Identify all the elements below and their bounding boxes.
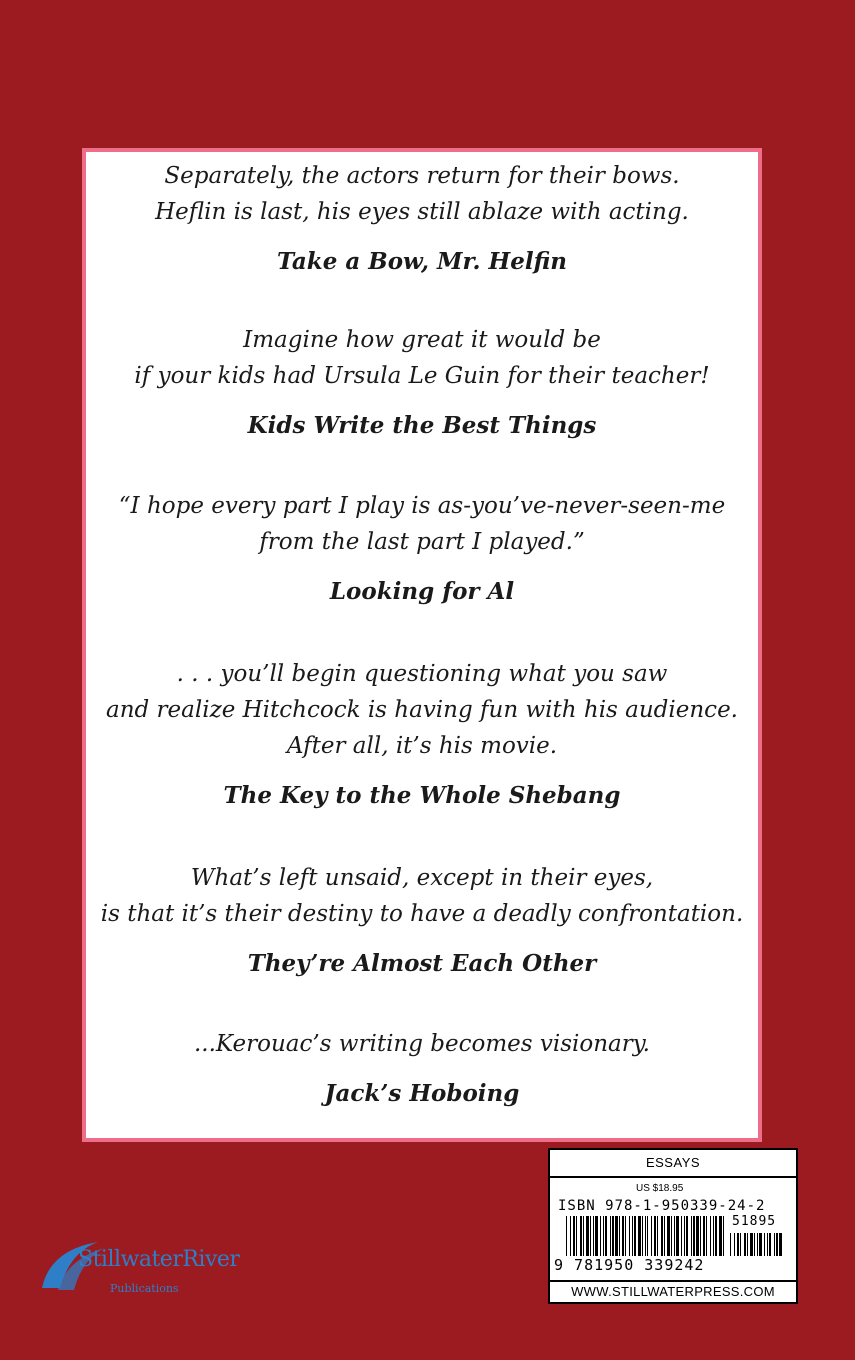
barcode-bar — [595, 1216, 598, 1256]
barcode-bar — [586, 1216, 589, 1256]
barcode-bar — [629, 1216, 630, 1256]
barcode-bar — [593, 1216, 594, 1256]
blurb-title: The Key to the Whole Shebang — [223, 782, 621, 809]
barcode-bar — [737, 1233, 739, 1256]
barcode-bar — [774, 1233, 775, 1256]
isbn-label: ISBN 978-1-950339-24-2 — [558, 1198, 766, 1214]
barcode-bar — [703, 1216, 705, 1256]
barcode-bar — [625, 1216, 626, 1256]
barcode-bar — [605, 1216, 607, 1256]
barcode-bar — [661, 1216, 663, 1256]
barcode-bar — [691, 1216, 692, 1256]
barcode-bar — [764, 1233, 765, 1256]
barcode-bar — [676, 1216, 679, 1256]
blurb-quote-line: Imagine how great it would be — [243, 327, 601, 353]
barcode-bar — [664, 1216, 665, 1256]
barcode-bar — [759, 1233, 762, 1256]
blurb-quote-line: if your kids had Ursula Le Guin for their teacher! — [134, 363, 710, 389]
blurb-title: Looking for Al — [329, 578, 515, 605]
blurb-5 — [86, 860, 758, 982]
blurb-6 — [86, 1026, 758, 1112]
genre-label: ESSAYS — [550, 1150, 796, 1178]
barcode-bar — [638, 1216, 641, 1256]
blurb-title: Jack’s Hoboing — [324, 1080, 520, 1107]
barcode-bar — [622, 1216, 624, 1256]
barcode-bar — [740, 1233, 741, 1256]
blurb-quote-line: Separately, the actors return for their bows. — [164, 163, 680, 189]
barcode-bar — [573, 1216, 575, 1256]
blurb-quote-line: from the last part I played.” — [259, 529, 585, 555]
barcode-bar — [684, 1216, 685, 1256]
barcode-bar — [734, 1233, 735, 1256]
ean-number: 9 781950 339242 — [554, 1256, 705, 1274]
barcode-bar — [570, 1216, 571, 1256]
blurb-title: Kids Write the Best Things — [247, 412, 597, 439]
blurb-quote-line: ...Kerouac’s writing becomes visionary. — [194, 1031, 650, 1057]
barcode-bar — [723, 1216, 724, 1256]
barcode-bar — [654, 1216, 656, 1256]
barcode-box — [548, 1148, 798, 1304]
blurb-2 — [86, 322, 758, 444]
barcode-bar — [619, 1216, 620, 1256]
blurb-quote-line: . . . you’ll begin questioning what you saw — [176, 661, 668, 687]
barcode-bar — [612, 1216, 614, 1256]
barcode-bar — [580, 1216, 582, 1256]
blurb-title: They’re Almost Each Other — [247, 950, 597, 977]
blurb-1 — [86, 158, 758, 280]
barcode-bar — [693, 1216, 695, 1256]
blurb-4 — [86, 656, 758, 814]
barcode-bar — [645, 1216, 646, 1256]
barcode-bar — [700, 1216, 701, 1256]
barcode-bar — [696, 1216, 699, 1256]
barcode-bar — [583, 1216, 584, 1256]
barcode-icon — [566, 1216, 726, 1256]
barcode-bar — [603, 1216, 604, 1256]
barcode-bar — [715, 1216, 717, 1256]
barcode-bar — [706, 1216, 707, 1256]
price-addon-number: 51895 — [732, 1214, 777, 1229]
barcode-bar — [744, 1233, 746, 1256]
blurb-title: Take a Bow, Mr. Helfin — [276, 248, 568, 275]
barcode-bar — [667, 1216, 670, 1256]
barcode-bar — [757, 1233, 758, 1256]
barcode-bar — [566, 1216, 567, 1256]
barcode-bar — [651, 1216, 652, 1256]
blurb-quote-line: What’s left unsaid, except in their eyes, — [190, 865, 654, 891]
barcode-bar — [642, 1216, 643, 1256]
blurb-quote-line: and realize Hitchcock is having fun with his audience. — [105, 697, 738, 723]
barcode-bar — [681, 1216, 682, 1256]
barcode-bar — [747, 1233, 748, 1256]
barcode-bar — [600, 1216, 601, 1256]
blurb-quote-line: After all, it’s his movie. — [286, 733, 558, 759]
publisher-logo — [40, 1236, 290, 1306]
barcode-bar — [776, 1233, 778, 1256]
barcode-bar — [710, 1216, 711, 1256]
barcode-bar — [632, 1216, 633, 1256]
barcode-bar — [754, 1233, 755, 1256]
barcode-bar — [719, 1216, 722, 1256]
website-url: WWW.STILLWATERPRESS.COM — [550, 1280, 796, 1302]
barcode-bar — [769, 1233, 771, 1256]
barcode-bar — [647, 1216, 648, 1256]
barcode-bar — [674, 1216, 675, 1256]
blurb-3 — [86, 488, 758, 610]
barcode-addon-icon — [730, 1233, 782, 1256]
barcode-bar — [576, 1216, 577, 1256]
price-label: US $18.95 — [636, 1183, 684, 1194]
barcode-bar — [730, 1233, 731, 1256]
publisher-subtitle: Publications — [110, 1282, 179, 1295]
barcode-bar — [767, 1233, 768, 1256]
barcode-bar — [671, 1216, 672, 1256]
blurbs-panel — [82, 148, 762, 1142]
barcode-bar — [750, 1233, 753, 1256]
barcode-bar — [590, 1216, 591, 1256]
publisher-name: StillwaterRiver — [78, 1247, 240, 1272]
barcode-bar — [686, 1216, 688, 1256]
blurb-quote-line: is that it’s their destiny to have a deadly confrontation. — [100, 901, 744, 927]
barcode-bar — [779, 1233, 782, 1256]
barcode-bar — [610, 1216, 611, 1256]
barcode-bar — [634, 1216, 636, 1256]
blurb-quote-line: “I hope every part I play is as-you’ve-never-seen-me — [118, 493, 726, 519]
blurb-quote-line: Heflin is last, his eyes still ablaze with acting. — [155, 199, 689, 225]
barcode-bar — [657, 1216, 658, 1256]
barcode-bar — [615, 1216, 618, 1256]
barcode-bar — [713, 1216, 714, 1256]
